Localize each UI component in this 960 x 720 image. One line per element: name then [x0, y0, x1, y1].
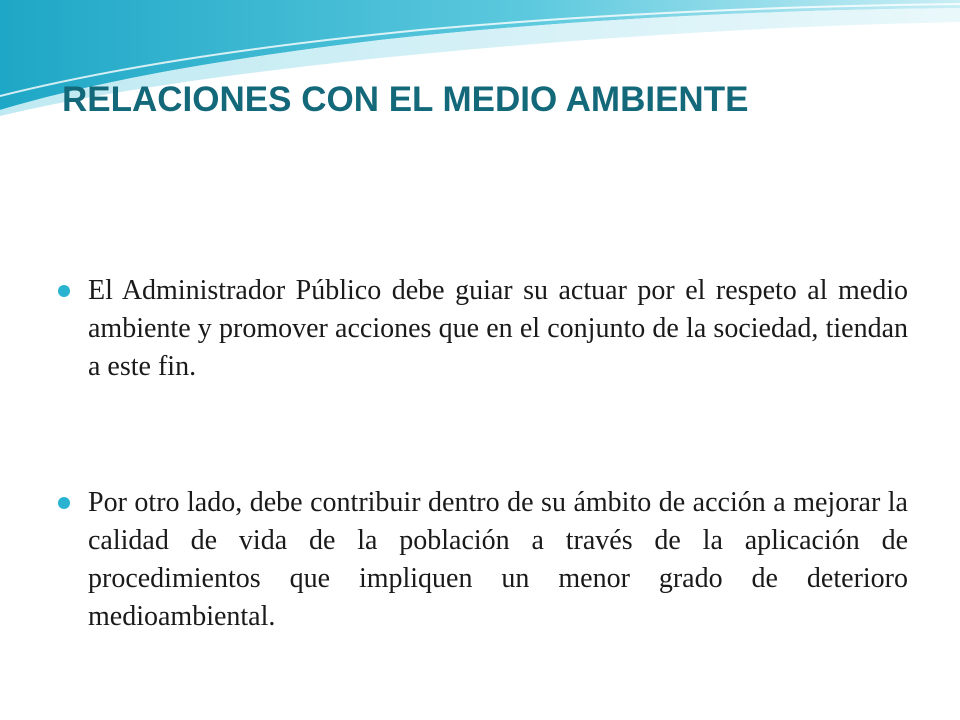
slide-title: RELACIONES CON EL MEDIO AMBIENTE: [62, 80, 749, 119]
bullet-dot-icon: [58, 497, 70, 509]
bullet-item: [58, 272, 908, 386]
bullet-text: Por otro lado, debe contribuir dentro de su ámbito de acción a mejorar la calidad de vida de la población a través de la aplicación de procedimientos que impliquen un menor grado de deterioro medioambiental.: [88, 487, 908, 632]
bullet-dot-icon: [58, 285, 70, 297]
bullet-item: [58, 484, 908, 636]
bullet-list: [58, 272, 908, 636]
bullet-text: El Administrador Público debe guiar su actuar por el respeto al medio ambiente y promover acciones que en el conjunto de la sociedad, tiendan a este fin.: [88, 275, 908, 382]
